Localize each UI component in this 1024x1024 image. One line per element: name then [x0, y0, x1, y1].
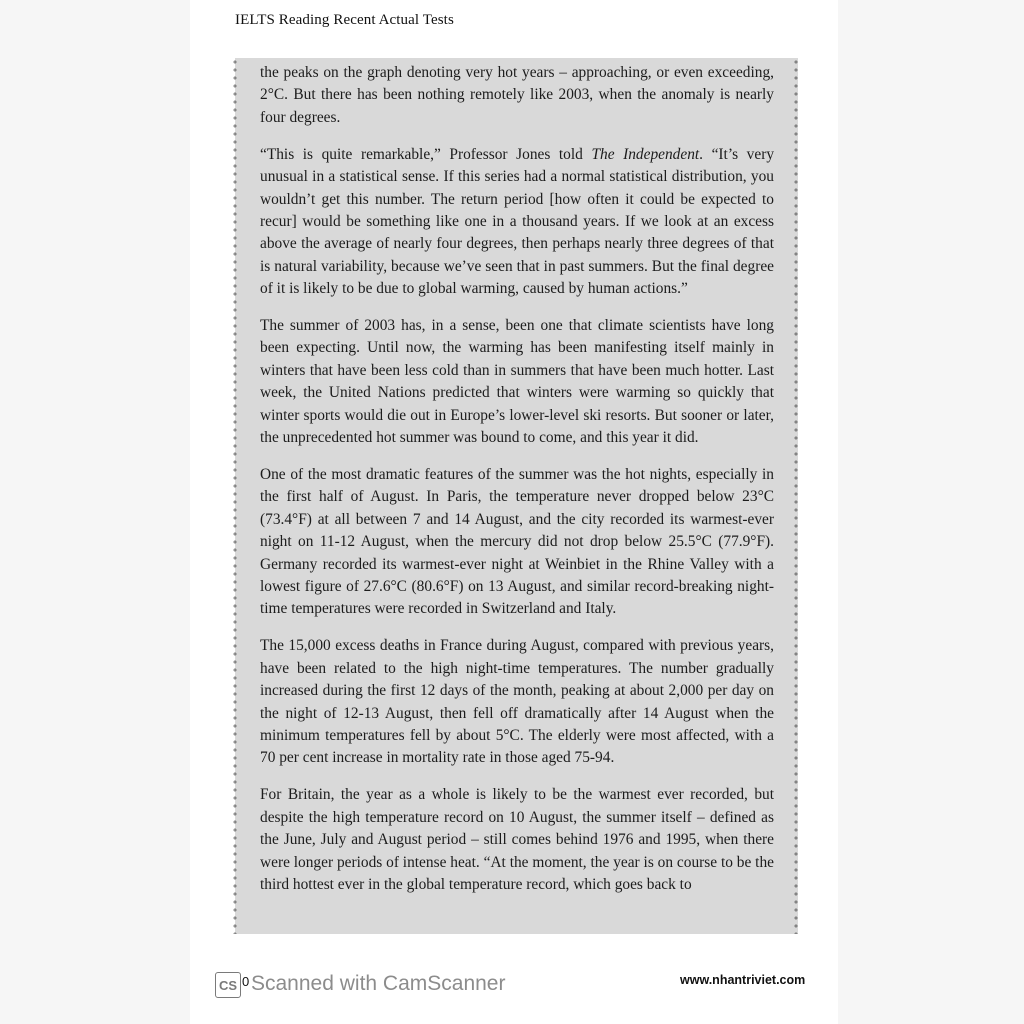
panel-right-border — [792, 58, 800, 934]
panel-left-border — [231, 58, 239, 934]
paragraph-5: The 15,000 excess deaths in France during August, compared with previous years, have been related to the high night-time temperatures. The number gradually increased during the first 12 days of the month, peaking at about 2,000 per day on the night of 12-13 August, then fell off dramatically after 14 August when the minimum temperatures fell by about 5°C. The elderly were most affected, with a 70 per cent increase in mortality rate in those aged 75-94. — [260, 637, 774, 767]
paragraph-3: The summer of 2003 has, in a sense, been one that climate scientists have long been expecting. Until now, the warming has been manifesting itself mainly in winters that have been less cold than in summers that have been much hotter. Last week, the United Nations predicted that winters were warming so quickly that winter sports would die out in Europe’s lower-level ski resorts. But sooner or later, the unprecedented hot summer was bound to come, and this year it did. — [260, 317, 774, 447]
paragraph-2-rest: . “It’s very unusual in a statistical sense. If this series had a normal statistical distribution, you wouldn’t get this number. The return period [how often it could be expected to recur] would be something like one in a thousand years. If we look at an excess above the average of nearly four degrees, then perhaps nearly three degrees of that is natural variability, because we’ve seen that in past summers. But the final degree of it is likely to be due to global warming, caused by human actions.” — [260, 145, 775, 298]
camscanner-logo-icon: CS — [215, 972, 241, 998]
passage-text — [260, 62, 774, 911]
page-number: 0 — [242, 974, 250, 989]
paragraph-6: For Britain, the year as a whole is likely to be the warmest ever recorded, but despite the high temperature record on 10 August, the summer itself – defined as the June, July and August period – still comes behind 1976 and 1995, when there were longer periods of intense heat. “At the moment, the year is on course to be the third hottest ever in the global temperature record, which goes back to — [260, 786, 774, 893]
paragraph-2-start: “This is quite remarkable,” Professor Jones told — [260, 145, 592, 163]
paragraph-4: One of the most dramatic features of the summer was the hot nights, especially in the first half of August. In Paris, the temperature never dropped below 23°C (73.4°F) at all between 7 and 14 August, and the city recorded its warmest-ever night on 11-12 August, when the mercury did not drop below 25.5°C (77.9°F). Germany recorded its warmest-ever night at Weinbiet in the Rhine Valley with a lowest figure of 27.6°C (80.6°F) on 13 August, and similar record-breaking night-time temperatures were recorded in Switzerland and Italy. — [260, 466, 774, 618]
paragraph-1: the peaks on the graph denoting very hot years – approaching, or even exceeding, 2°C. But there has been nothing remotely like 2003, when the anomaly is nearly four degrees. — [260, 64, 774, 126]
newspaper-title: The Independent — [591, 145, 700, 163]
running-head: IELTS Reading Recent Actual Tests — [235, 12, 454, 28]
camscanner-watermark: Scanned with CamScanner — [251, 972, 506, 995]
paragraph-2 — [260, 144, 774, 301]
footer-website: www.nhantriviet.com — [680, 973, 806, 987]
